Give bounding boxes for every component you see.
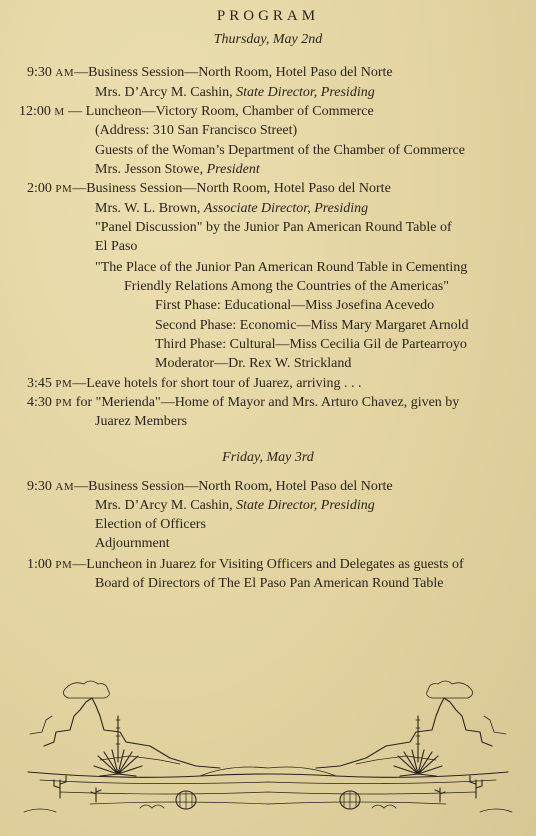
schedule-entry <box>27 375 362 393</box>
entry-text: — Luncheon—Victory Room, Chamber of Commerce <box>64 104 374 119</box>
entry-detail: Guests of the Woman’s Department of the Chamber of Commerce <box>95 143 465 158</box>
entry-detail: "The Place of the Junior Pan American Round Table in Cementing <box>95 260 468 275</box>
presiding-line <box>95 497 375 515</box>
presider-role: State Director, Presiding <box>236 85 375 100</box>
schedule-entry <box>27 180 391 198</box>
time-period: AM <box>55 67 75 79</box>
presider-role: State Director, Presiding <box>236 498 375 513</box>
presider-name: Mrs. D’Arcy M. Cashin, <box>95 498 237 513</box>
time-period: PM <box>55 559 73 571</box>
entry-text: —Business Session—North Room, Hotel Paso del Norte <box>72 181 391 196</box>
presider-name: Mrs. W. L. Brown, <box>95 201 204 216</box>
schedule-entry <box>27 556 464 574</box>
day-heading-thursday: Thursday, May 2nd <box>213 32 323 47</box>
entry-detail: Election of Officers <box>95 517 206 532</box>
time-value: 4:30 <box>27 395 52 410</box>
presiding-line <box>95 200 368 218</box>
entry-text: —Luncheon in Juarez for Visiting Officers and Delegates as guests of <box>72 557 464 572</box>
time-period: PM <box>55 183 73 195</box>
presider-name: Mrs. D’Arcy M. Cashin, <box>95 85 237 100</box>
time-period: AM <box>55 481 75 493</box>
presider-name: Mrs. Jesson Stowe, <box>95 162 207 177</box>
panel-phase: Second Phase: Economic—Miss Mary Margaret Arnold <box>155 318 469 333</box>
panel-phase: Third Phase: Cultural—Miss Cecilia Gil de Partearroyo <box>155 337 467 352</box>
time-value: 1:00 <box>27 557 52 572</box>
entry-detail: Juarez Members <box>95 414 188 429</box>
entry-detail: "Panel Discussion" by the Junior Pan American Round Table of <box>95 220 452 235</box>
presider-role: Associate Director, Presiding <box>203 201 369 216</box>
schedule-entry <box>19 103 374 121</box>
time-value: 9:30 <box>27 479 52 494</box>
time-period: PM <box>55 378 73 390</box>
entry-text: —Business Session—North Room, Hotel Paso del Norte <box>74 479 393 494</box>
entry-text: —Leave hotels for short tour of Juarez, arriving . . . <box>72 376 362 391</box>
program-title: PROGRAM <box>216 8 320 24</box>
entry-detail: Board of Directors of The El Paso Pan American Round Table <box>95 576 444 591</box>
presiding-line <box>95 161 260 179</box>
time-value: 9:30 <box>27 65 52 80</box>
schedule-entry <box>27 478 393 496</box>
desert-landscape-illustration <box>0 676 536 826</box>
entry-detail: Friendly Relations Among the Countries of the Americas" <box>124 279 449 294</box>
entry-detail: (Address: 310 San Francisco Street) <box>95 123 298 138</box>
time-period: M <box>54 106 65 118</box>
schedule-entry <box>27 394 459 412</box>
time-value: 12:00 <box>19 104 51 119</box>
entry-text: for "Merienda"—Home of Mayor and Mrs. Arturo Chavez, given by <box>72 395 460 410</box>
time-value: 3:45 <box>27 376 52 391</box>
day-heading-friday: Friday, May 3rd <box>222 450 314 465</box>
time-value: 2:00 <box>27 181 52 196</box>
presiding-line <box>95 84 375 102</box>
panel-phase: First Phase: Educational—Miss Josefina Acevedo <box>155 298 435 313</box>
panel-moderator: Moderator—Dr. Rex W. Strickland <box>155 356 352 371</box>
entry-detail: El Paso <box>95 239 138 254</box>
schedule-entry <box>27 64 393 82</box>
time-period: PM <box>55 397 73 409</box>
entry-text: —Business Session—North Room, Hotel Paso del Norte <box>74 65 393 80</box>
entry-detail: Adjournment <box>95 536 170 551</box>
presider-role: President <box>206 162 260 177</box>
